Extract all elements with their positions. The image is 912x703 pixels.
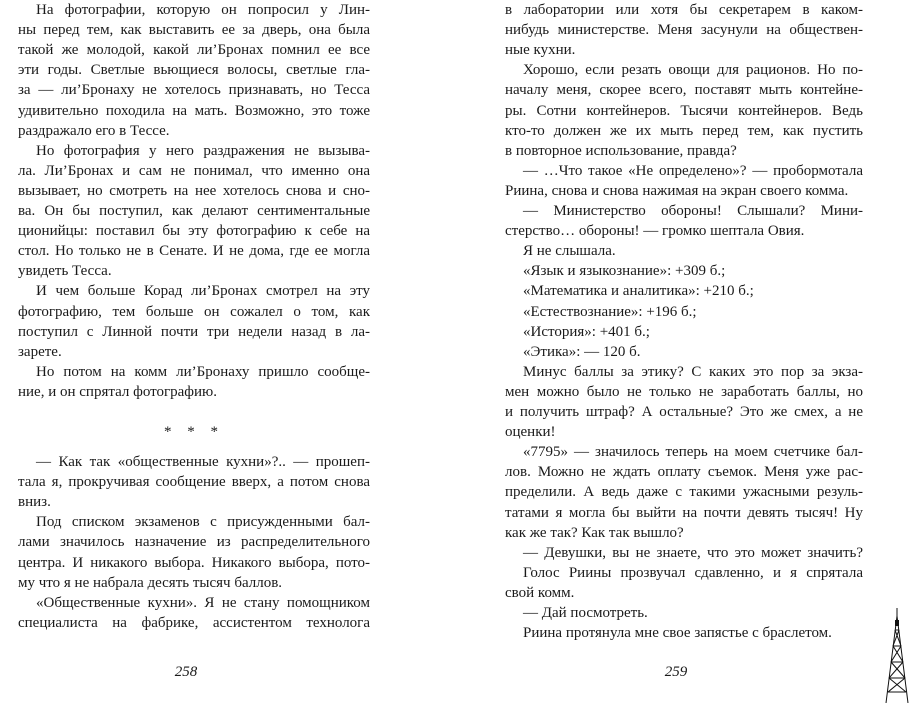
text-line: началу меня, скорее всего, поставят мыть контейне- xyxy=(505,82,863,99)
text-line: за — ли’Бронаху не хотелось признавать, но Тесса xyxy=(18,82,370,99)
text-line: фотографию, тем больше он сожалел о том, как xyxy=(18,303,370,320)
left-page xyxy=(18,0,370,703)
text-line: увидеть Тесса. xyxy=(18,263,112,280)
text-line: Под списком экзаменов с присужденными бал- xyxy=(36,514,370,531)
text-line: — Как так «общественные кухни»?.. — прошеп- xyxy=(36,454,370,470)
text-line: лов. Можно не ждать оплату съемок. Меня уже рас- xyxy=(505,464,863,481)
section-divider: * * * xyxy=(164,424,224,440)
text-line: На фотографии, которую он попросил у Лин- xyxy=(36,2,370,18)
text-line: стерство… обороны! — громко шептала Овия. xyxy=(505,223,805,240)
text-line: вызывает, но смотреть на нее хотелось снова и сно- xyxy=(18,182,370,199)
text-line: «Этика»: — 120 б. xyxy=(523,343,641,360)
text-line: тала я, прокручивая сообщение вверх, а потом снова xyxy=(18,474,370,491)
text-line: му что я не набрала десять тысяч баллов. xyxy=(18,574,283,591)
text-line: Но потом на комм ли’Бронаху пришло сообще- xyxy=(36,363,370,380)
text-line: ва. Он бы поступил, как делают сентиментальные xyxy=(18,203,370,219)
text-line: «Естествознание»: +196 б.; xyxy=(523,303,697,320)
text-line: «7795» — значилось теперь на моем счетчике бал- xyxy=(523,444,863,461)
tower-icon xyxy=(884,608,910,703)
right-page xyxy=(505,0,863,703)
text-line: «История»: +401 б.; xyxy=(523,323,650,340)
text-line: Я не слышала. xyxy=(523,243,616,260)
text-line: поступил с Линной почти три недели назад в ла- xyxy=(18,323,370,340)
text-line: Минус баллы за этику? С каких это пор за экза- xyxy=(523,363,863,380)
text-line: эти годы. Светлые вьющиеся волосы, светлые гла- xyxy=(18,62,370,79)
text-line: свой комм. xyxy=(505,584,575,601)
text-line: «Общественные кухни». Я не стану помощником xyxy=(36,594,370,611)
text-line: центра. И никакого выбора. Никакого выбора, пото- xyxy=(18,554,370,571)
text-line: в лаборатории или хотя бы секретарем в каком- xyxy=(505,2,863,18)
text-line: в повторное использование, правда? xyxy=(505,142,737,159)
text-line: лами значилось назначение из распределительного xyxy=(18,534,370,551)
text-line: Но фотография у него раздражения не вызыва- xyxy=(36,142,370,159)
page-number-right: 259 xyxy=(664,664,688,680)
text-line: ны перед тем, как выставить ее за дверь, она была xyxy=(18,22,370,39)
text-line: татами я могла бы выйти на почти девять тысяч! Ну xyxy=(505,504,863,521)
text-line: пределили. А ведь даже с такими ужасными резуль- xyxy=(505,484,863,501)
text-line: раздражало его в Тессе. xyxy=(18,122,170,139)
text-line: «Язык и языкознание»: +309 б.; xyxy=(523,263,726,280)
text-line: удивительно походила на мать. Возможно, это тоже xyxy=(18,102,370,119)
text-line: ционийцы: поставил бы эту фотографию к себе на xyxy=(18,223,370,240)
text-line: специалиста на фабрике, ассистентом технолога xyxy=(18,614,370,631)
text-line: как же так? Как так вышло? xyxy=(505,524,684,541)
text-line: оценки! xyxy=(505,424,556,441)
text-line: — Девушки, вы не знаете, что это может значить? xyxy=(523,544,863,561)
text-line: Риина протянула мне свое запястье с браслетом. xyxy=(523,625,832,642)
text-line: кто-то должен же их мыть перед тем, как пустить xyxy=(505,122,863,139)
page-number-left: 258 xyxy=(174,664,198,680)
text-line: — Дай посмотреть. xyxy=(523,605,648,621)
text-line: ние, и он спрятал фотографию. xyxy=(18,383,218,400)
text-line: зарете. xyxy=(18,343,62,360)
text-line: Голос Риины прозвучал сдавленно, и я спрятала xyxy=(523,564,863,581)
text-line: И чем больше Корад ли’Бронах смотрел на эту xyxy=(36,283,370,300)
text-line: Хорошо, если резать овощи для рационов. Но по- xyxy=(523,62,863,79)
text-line: — Министерство обороны! Слышали? Мини- xyxy=(523,203,863,219)
text-line: ры. Сотни контейнеров. Тысячи контейнеров. Ведь xyxy=(505,102,863,119)
text-line: вниз. xyxy=(18,494,51,511)
text-line: такой же молодой, какой ли’Бронах помнил ее все xyxy=(18,42,370,59)
text-line: стол. Но только не в Сенате. И не дома, где ее могла xyxy=(18,243,370,260)
text-line: нибудь министерстве. Меня засунули на обществен- xyxy=(505,22,863,39)
text-line: «Математика и аналитика»: +210 б.; xyxy=(523,283,754,300)
text-line: — …Что такое «Не определено»? — пробормотала xyxy=(523,162,863,179)
text-line: и получить штраф? А остальные? Это же смех, а не xyxy=(505,404,863,420)
text-line: Риина, снова и снова нажимая на экран своего комма. xyxy=(505,182,849,199)
text-line: мен можно было не только не заработать баллы, но xyxy=(505,383,863,400)
text-line: ла. Ли’Бронах и сам не понимал, что именно она xyxy=(18,162,370,179)
text-line: ные кухни. xyxy=(505,42,576,59)
